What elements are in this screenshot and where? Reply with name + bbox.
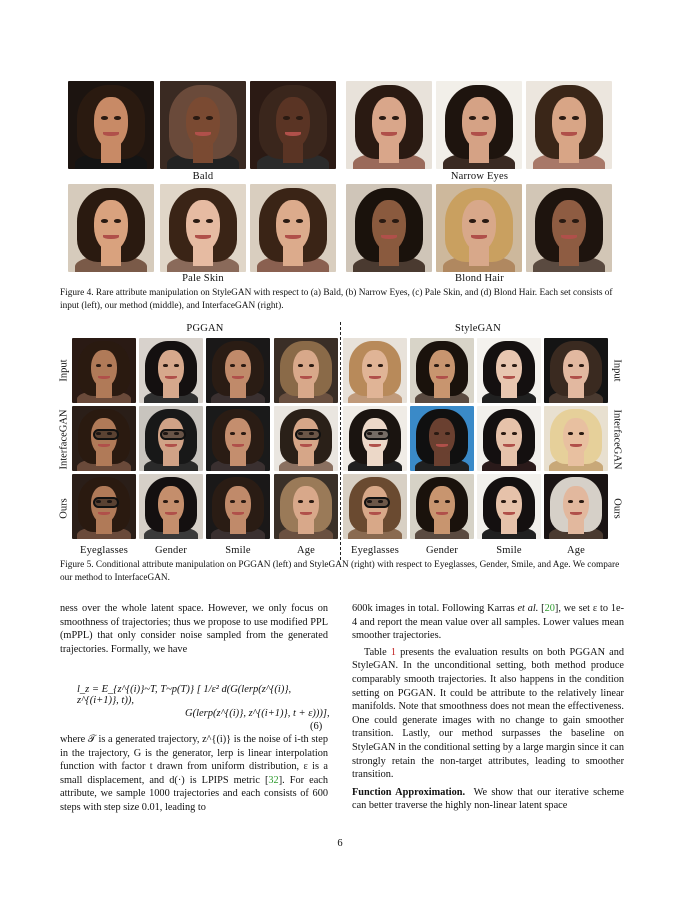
face-image — [410, 406, 474, 471]
face-image — [250, 184, 336, 272]
right-para-2a: Table — [364, 646, 391, 658]
right-para-3-text: We show that our iterative scheme can better traverse the highly non-linear latent space — [352, 786, 624, 812]
function-approximation-heading: Function Approximation. — [352, 786, 466, 798]
face-image — [72, 474, 136, 539]
right-column — [352, 602, 624, 813]
table-1-ref[interactable]: 1 — [390, 646, 396, 658]
fig5-column-label: Eyeglasses — [79, 545, 129, 556]
left-para-2b: ]. For each attribute, we sample 1000 trajectories and each consists of 600 steps with step size 0.01, leading to — [60, 774, 328, 813]
left-column — [60, 602, 328, 656]
fig5-column-label: Gender — [425, 545, 459, 556]
fig5-group-stylegan: StyleGAN — [455, 323, 501, 334]
fig5-group-pggan: PGGAN — [186, 323, 224, 334]
face-image — [68, 81, 154, 169]
face-image — [410, 338, 474, 403]
face-image — [477, 474, 541, 539]
face-image — [477, 406, 541, 471]
face-image — [343, 406, 407, 471]
left-column-2 — [60, 733, 328, 815]
fig5-column-label: Gender — [154, 545, 188, 556]
citation-20[interactable]: 20 — [544, 603, 555, 614]
equation-number: (6) — [310, 721, 323, 732]
face-image — [544, 406, 608, 471]
face-image — [477, 338, 541, 403]
fig4-label-pale-skin: Pale Skin — [182, 273, 224, 284]
face-image — [343, 338, 407, 403]
fig4-label-narrow-eyes: Narrow Eyes — [450, 171, 509, 182]
page-number: 6 — [337, 838, 343, 849]
fig5-row-label-ours: Ours — [58, 498, 70, 519]
fig5-row-label-interfacegan: InterfaceGAN — [58, 409, 70, 470]
face-image — [274, 474, 338, 539]
fig5-column-label: Age — [566, 545, 586, 556]
face-image — [544, 474, 608, 539]
equation-6-line-1 — [77, 684, 332, 706]
group-divider — [340, 322, 341, 560]
fig5-column-label: Eyeglasses — [350, 545, 400, 556]
equation-line-1: l_z = E_{z^{(i)}~T, T~p(T)} [ 1/ε² d(G(lerp(z^{(i)}, z^{(i+1)}, t)), — [77, 684, 292, 706]
left-para-2a: where 𝒯 is a generated trajectory, z^{(i)} is the noise of i-th step in the trajectory, G is the generator, lerp is linear interpolation function with factor t drawn from uniform distribution, ε is a small displacement, and d(·) is LPIPS metric [ — [60, 734, 328, 786]
right-para-1a: 600k images in total. Following Karras — [352, 603, 518, 614]
face-image — [72, 406, 136, 471]
face-image — [410, 474, 474, 539]
fig4-label-bald: Bald — [192, 171, 214, 182]
equation-6-line-2 — [185, 708, 335, 719]
face-image — [544, 338, 608, 403]
right-para-3 — [352, 786, 624, 813]
right-para-1: 600k images in total. Following Karras et al. [20], we set ε to 1e-4 and report the mean value over all samples. Lower values mean smoother trajectories. — [352, 603, 624, 642]
equation-line-2: G(lerp(z^{(i)}, z^{(i+1)}, t + ε)))], — [185, 708, 330, 719]
left-para-1: ness over the whole latent space. However, we only focus on smoothness of trajectories; thus we propose to use modified PPL (mPPL) that only consider noise sampled from the generated trajectories. Formally, we have — [60, 603, 328, 655]
et-al: et al. — [517, 603, 539, 614]
face-image — [346, 184, 432, 272]
face-image — [526, 184, 612, 272]
figure-4-caption: Figure 4. Rare attribute manipulation on StyleGAN with respect to (a) Bald, (b) Narrow Eyes, (c) Pale Skin, and (d) Blond Hair. Each set consists of input (left), our method (middle), and InterfaceGAN (right). — [60, 288, 613, 311]
fig5-row-label-interfacegan-right: InterfaceGAN — [611, 409, 623, 470]
face-image — [139, 474, 203, 539]
face-image — [274, 406, 338, 471]
face-image — [160, 184, 246, 272]
figure-5-caption: Figure 5. Conditional attribute manipulation on PGGAN (left) and StyleGAN (right) with respect to Eyeglasses, Gender, Smile, and Age. We compare our method to InterfaceGAN. — [60, 560, 620, 583]
face-image — [206, 406, 270, 471]
fig5-row-label-input-right: Input — [611, 359, 623, 382]
face-image — [160, 81, 246, 169]
face-image — [139, 406, 203, 471]
face-image — [206, 338, 270, 403]
face-image — [250, 81, 336, 169]
fig5-column-label: Smile — [496, 545, 522, 556]
face-image — [274, 338, 338, 403]
face-image — [68, 184, 154, 272]
face-image — [139, 338, 203, 403]
face-image — [206, 474, 270, 539]
fig5-column-label: Age — [296, 545, 316, 556]
right-para-1b: , we set ε to 1e-4 and report the mean value over all samples. Lower values mean smoother trajectories. — [352, 603, 624, 642]
face-image — [436, 81, 522, 169]
citation-32[interactable]: 32 — [268, 774, 279, 786]
left-para-2 — [60, 733, 328, 815]
face-image — [343, 474, 407, 539]
fig5-row-label-ours-right: Ours — [611, 498, 623, 519]
face-image — [72, 338, 136, 403]
fig5-row-label-input: Input — [58, 359, 70, 382]
right-para-2b: presents the evaluation results on both PGGAN and StyleGAN. In the unconditional setting, both method produce comparably smooth trajectories. It also happens in the condition setting on PGGAN. It could be attribute to the relatively linear manifolds. Note that smoothness does not mean the effectiveness. One could generate images with no change to gain smoother transition. Lastly, our method surpasses the baseline on StyleGAN in the conditional setting by a large margin since it can strongly retain the non-target attributes, leading to smoother transition. — [352, 646, 624, 781]
face-image — [436, 184, 522, 272]
fig5-column-label: Smile — [225, 545, 251, 556]
fig4-label-blond-hair: Blond Hair — [455, 273, 504, 284]
face-image — [346, 81, 432, 169]
face-image — [526, 81, 612, 169]
right-para-2 — [352, 646, 624, 782]
